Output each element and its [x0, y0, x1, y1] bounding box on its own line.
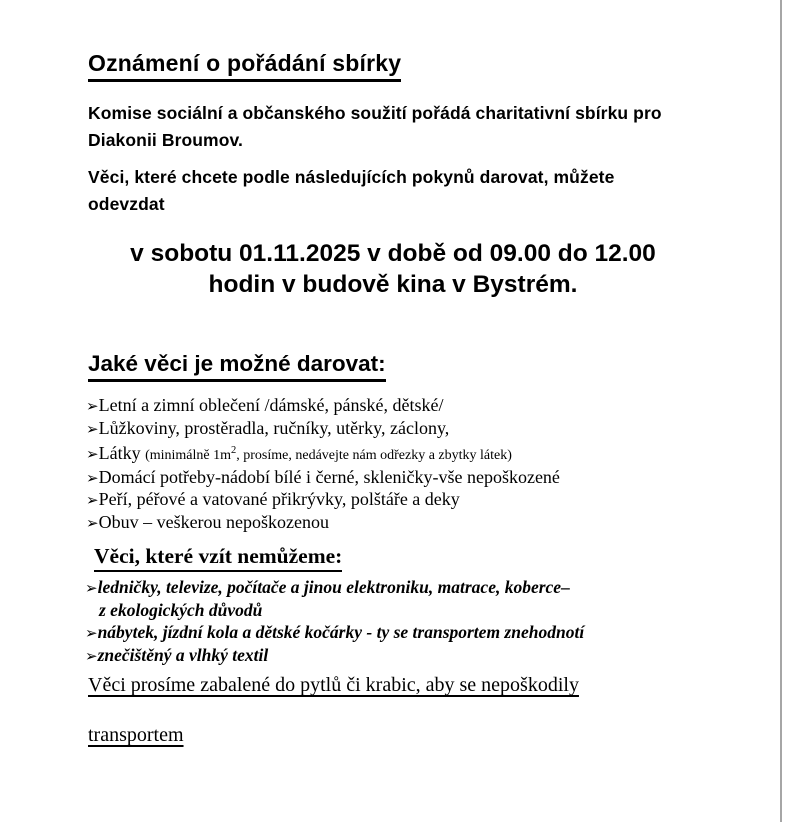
arrow-bullet-icon: ➢ [85, 647, 98, 665]
list-item-text: Peří, péřové a vatované přikrývky, polštáře a deky [98, 489, 460, 509]
arrow-bullet-icon: ➢ [85, 579, 98, 597]
list-item [86, 418, 560, 441]
list-item-text: Lůžkoviny, prostěradla, ručníky, utěrky, záclony, [98, 417, 450, 438]
fabric-note-start: (minimálně 1m [145, 448, 232, 463]
donate-items-list [86, 395, 560, 534]
arrow-bullet-icon: ➢ [86, 513, 99, 532]
refuse-section-heading [94, 544, 342, 572]
arrow-bullet-icon: ➢ [86, 445, 99, 463]
fabric-superscript: 2 [231, 445, 237, 456]
refuse-section-heading-text: Věci, které vzít nemůžeme: [94, 544, 342, 572]
event-venue: hodin v budově kina v Bystrém. [208, 271, 578, 298]
packing-instruction-continuation: transportem [88, 724, 184, 746]
donate-section-heading [88, 351, 386, 382]
intro-paragraph-organizer-line1: Komise sociální a občanského soužití pořádá charitativní sbírku pro [88, 103, 662, 123]
list-item [85, 644, 584, 667]
intro-paragraph-instructions [88, 164, 614, 218]
arrow-bullet-icon: ➢ [86, 397, 99, 415]
arrow-bullet-icon: ➢ [86, 491, 99, 509]
list-item [86, 512, 560, 535]
donate-section-heading-text: Jaké věci je možné darovat: [88, 351, 386, 382]
fabric-note-end: , prosíme, nedávejte nám odřezky a zbytky látek) [236, 448, 512, 463]
list-item [86, 467, 560, 490]
intro-paragraph-instructions-line2: odevzdat [88, 194, 165, 214]
list-item [86, 489, 560, 512]
arrow-bullet-icon: ➢ [86, 468, 99, 487]
list-item [85, 576, 584, 621]
intro-paragraph-organizer [88, 100, 662, 154]
list-item-text: Látky [98, 443, 146, 463]
page-edge-line [780, 0, 782, 822]
list-item [86, 395, 560, 418]
list-item-continuation: z ekologických důvodů [99, 600, 263, 620]
list-item-text: ledničky, televize, počítače a jinou elektroniku, matrace, koberce– [97, 577, 570, 597]
arrow-bullet-icon: ➢ [86, 419, 99, 438]
list-item-text: Obuv – veškerou nepoškozenou [98, 511, 330, 532]
list-item-text: Letní a zimní oblečení /dámské, pánské, dětské/ [98, 395, 444, 415]
arrow-bullet-icon: ➢ [85, 624, 98, 642]
page-title-text: Oznámení o pořádání sbírky [88, 50, 401, 82]
refuse-items-list [85, 576, 584, 667]
event-date-time: v sobotu 01.11.2025 v době od 09.00 do 12.00 [130, 240, 656, 267]
intro-paragraph-instructions-line1: Věci, které chcete podle následujících pokynů darovat, můžete [88, 167, 615, 187]
event-date-location [63, 238, 723, 300]
intro-paragraph-organizer-line2: Diakonii Broumov. [88, 130, 244, 150]
list-item [85, 621, 584, 644]
list-item-fabrics [86, 440, 560, 467]
packing-instruction-line: Věci prosíme zabalené do pytlů či krabic, aby se nepoškodily [88, 674, 579, 696]
list-item-text: Domácí potřeby-nádobí bílé i černé, skleničky-vše nepoškozené [98, 466, 560, 487]
list-item-text: nábytek, jízdní kola a dětské kočárky - ty se transportem znehodnotí [97, 622, 585, 642]
page-title [88, 50, 401, 82]
list-item-text: znečištěný a vlhký textil [97, 645, 269, 665]
